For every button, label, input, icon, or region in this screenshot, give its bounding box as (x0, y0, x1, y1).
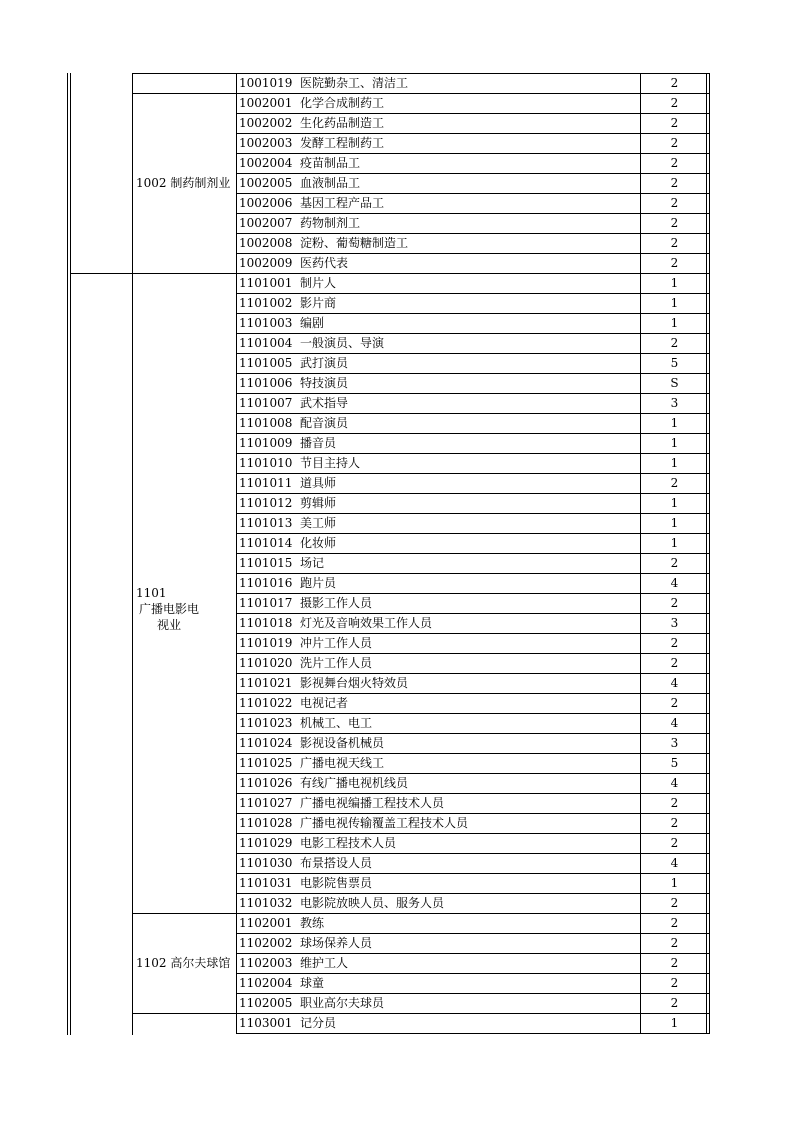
row-divider (236, 573, 710, 574)
row-divider (236, 473, 710, 474)
row-divider (236, 913, 710, 914)
row-divider (236, 1013, 710, 1014)
occupation-code: 1101023 (239, 716, 293, 730)
occupation-name: 电影院放映人员、服务人员 (300, 896, 445, 910)
risk-class: 2 (670, 136, 679, 150)
risk-class: 2 (670, 916, 679, 930)
occupation-name: 化妆师 (300, 536, 337, 550)
risk-class: 2 (670, 696, 679, 710)
occupation-code: 1001019 (239, 76, 293, 90)
risk-class: 2 (670, 656, 679, 670)
occupation-name: 洗片工作人员 (300, 656, 373, 670)
risk-class: 1 (670, 1016, 679, 1030)
risk-class: 2 (670, 196, 679, 210)
occupation-name: 药物制剂工 (300, 216, 361, 230)
occupation-name: 影视设备机械员 (300, 736, 385, 750)
risk-class: 2 (670, 336, 679, 350)
occupation-code: 1101017 (239, 596, 293, 610)
occupation-name: 影片商 (300, 296, 337, 310)
section-divider (132, 913, 237, 914)
section-divider (132, 93, 237, 94)
occupation-code: 1002004 (239, 156, 293, 170)
row-divider (236, 613, 710, 614)
outer-border (706, 73, 707, 1034)
occupation-code: 1101016 (239, 576, 293, 590)
occupation-name: 广播电视传输覆盖工程技术人员 (300, 816, 469, 830)
occupation-name: 美工师 (300, 516, 337, 530)
risk-class: 1 (670, 276, 679, 290)
occupation-name: 武术指导 (300, 396, 349, 410)
row-divider (236, 513, 710, 514)
row-divider (236, 933, 710, 934)
occupation-code: 1101013 (239, 516, 293, 530)
section-divider (132, 273, 237, 274)
occupation-code: 1101006 (239, 376, 293, 390)
occupation-code: 1101031 (239, 876, 293, 890)
risk-class: 4 (670, 776, 679, 790)
risk-class: 1 (670, 876, 679, 890)
occupation-code: 1101012 (239, 496, 293, 510)
occupation-code: 1101003 (239, 316, 293, 330)
row-divider (236, 213, 710, 214)
occupation-name: 影视舞台烟火特效员 (300, 676, 409, 690)
risk-class: 5 (670, 356, 679, 370)
occupation-name: 疫苗制品工 (300, 156, 361, 170)
row-divider (236, 693, 710, 694)
occupation-name: 道具师 (300, 476, 337, 490)
row-divider (236, 233, 710, 234)
risk-class: 1 (670, 416, 679, 430)
risk-class: 1 (670, 316, 679, 330)
occupation-name: 跑片员 (300, 576, 337, 590)
occupation-name: 医药代表 (300, 256, 349, 270)
category-border (132, 73, 133, 1035)
occupation-code: 1101007 (239, 396, 293, 410)
row-divider (236, 973, 710, 974)
section-code: 1002 (136, 176, 167, 190)
occupation-code: 1101015 (239, 556, 293, 570)
outer-border (70, 73, 71, 1035)
row-divider (236, 193, 710, 194)
risk-border (640, 73, 641, 1034)
row-divider (236, 753, 710, 754)
occupation-name: 球童 (300, 976, 325, 990)
occupation-code: 1101010 (239, 456, 293, 470)
outer-border (67, 73, 68, 1035)
section-label (136, 955, 235, 971)
section-label (136, 577, 234, 633)
risk-class: 4 (670, 856, 679, 870)
occupation-code: 1101004 (239, 336, 293, 350)
risk-class: 2 (670, 216, 679, 230)
occupation-code: 1002008 (239, 236, 293, 250)
occupation-name: 电影院售票员 (300, 876, 373, 890)
risk-class: 2 (670, 476, 679, 490)
row-divider (236, 713, 710, 714)
occupation-name: 播音员 (300, 436, 337, 450)
row-divider (236, 853, 710, 854)
occupation-name: 医院勤杂工、清洁工 (300, 76, 409, 90)
occupation-name: 一般演员、导演 (300, 336, 385, 350)
risk-class: 3 (670, 396, 679, 410)
occupation-code: 1101008 (239, 416, 293, 430)
risk-class: 2 (670, 596, 679, 610)
occupation-name: 化学合成制药工 (300, 96, 385, 110)
row-divider (236, 313, 710, 314)
risk-class: 2 (670, 156, 679, 170)
occupation-name: 武打演员 (300, 356, 349, 370)
occupation-code: 1101025 (239, 756, 293, 770)
row-divider (236, 813, 710, 814)
risk-class: S (670, 376, 679, 390)
risk-class: 1 (670, 516, 679, 530)
occupation-name: 发酵工程制药工 (300, 136, 385, 150)
risk-class: 2 (670, 976, 679, 990)
occupation-name: 布景搭设人员 (300, 856, 373, 870)
occupation-name: 制片人 (300, 276, 337, 290)
section-code: 1102 (136, 956, 167, 970)
occupation-code: 1101024 (239, 736, 293, 750)
occupation-code: 1101018 (239, 616, 293, 630)
row-divider (236, 633, 710, 634)
row-divider (236, 953, 710, 954)
occupation-code: 1101009 (239, 436, 293, 450)
occupation-code: 1002005 (239, 176, 293, 190)
risk-class: 1 (670, 456, 679, 470)
risk-class: 3 (670, 616, 679, 630)
occupation-code: 1102005 (239, 996, 293, 1010)
occupation-name: 节目主持人 (300, 456, 361, 470)
outer-border (709, 73, 710, 1034)
risk-class: 1 (670, 436, 679, 450)
occupation-code: 1101021 (239, 676, 293, 690)
occupation-code: 1002006 (239, 196, 293, 210)
row-divider (236, 833, 710, 834)
row-divider (236, 773, 710, 774)
occupation-code: 1002003 (239, 136, 293, 150)
occupation-name: 记分员 (300, 1016, 337, 1030)
occupation-name: 特技演员 (300, 376, 349, 390)
risk-class: 3 (670, 736, 679, 750)
occupation-code: 1101002 (239, 296, 293, 310)
occupation-code: 1101019 (239, 636, 293, 650)
risk-class: 2 (670, 176, 679, 190)
row-divider (236, 733, 710, 734)
occupation-name: 有线广播电视机线员 (300, 776, 409, 790)
occupation-code: 1101027 (239, 796, 293, 810)
occupation-name: 编剧 (300, 316, 325, 330)
row-divider (236, 1033, 710, 1034)
row-divider (236, 253, 710, 254)
occupation-code: 1101028 (239, 816, 293, 830)
row-divider (236, 433, 710, 434)
risk-class: 4 (670, 716, 679, 730)
occupation-code: 1101032 (239, 896, 293, 910)
row-divider (236, 113, 710, 114)
occupation-code: 1102003 (239, 956, 293, 970)
row-divider (236, 173, 710, 174)
row-divider (236, 153, 710, 154)
risk-class: 2 (670, 796, 679, 810)
row-divider (236, 393, 710, 394)
row-divider (236, 293, 710, 294)
row-divider (236, 93, 710, 94)
risk-class: 2 (670, 896, 679, 910)
risk-class: 2 (670, 956, 679, 970)
occupation-code: 1101005 (239, 356, 293, 370)
occupation-code: 1002007 (239, 216, 293, 230)
occupation-code: 1102001 (239, 916, 293, 930)
occupation-code: 1103001 (239, 1016, 293, 1030)
section-label (136, 175, 235, 191)
row-divider (236, 793, 710, 794)
occupation-code: 1002001 (239, 96, 293, 110)
row-divider (236, 993, 710, 994)
occupation-code: 1101026 (239, 776, 293, 790)
occupation-name: 机械工、电工 (300, 716, 373, 730)
occupation-name: 冲片工作人员 (300, 636, 373, 650)
risk-class: 4 (670, 676, 679, 690)
occupation-name: 血液制品工 (300, 176, 361, 190)
risk-class: 5 (670, 756, 679, 770)
risk-class: 2 (670, 116, 679, 130)
occupation-name: 摄影工作人员 (300, 596, 373, 610)
occupation-code: 1102002 (239, 936, 293, 950)
row-divider (236, 353, 710, 354)
row-divider (236, 73, 710, 74)
occupation-name: 球场保养人员 (300, 936, 373, 950)
risk-class: 2 (670, 836, 679, 850)
risk-class: 2 (670, 636, 679, 650)
row-divider (236, 333, 710, 334)
row-divider (236, 453, 710, 454)
category-divider (70, 273, 133, 274)
section-name: 制药制剂业 (170, 176, 231, 190)
occupation-name: 职业高尔夫球员 (300, 996, 385, 1010)
row-divider (236, 673, 710, 674)
row-divider (236, 413, 710, 414)
occupation-code: 1002002 (239, 116, 293, 130)
row-divider (236, 873, 710, 874)
occupation-name: 基因工程产品工 (300, 196, 385, 210)
row-divider (236, 593, 710, 594)
occupation-name: 配音演员 (300, 416, 349, 430)
risk-class: 2 (670, 256, 679, 270)
occupation-code: 1102004 (239, 976, 293, 990)
row-divider (236, 493, 710, 494)
risk-class: 1 (670, 496, 679, 510)
occupation-name: 生化药品制造工 (300, 116, 385, 130)
row-divider (236, 893, 710, 894)
row-divider (236, 133, 710, 134)
occupation-code: 1101020 (239, 656, 293, 670)
row-divider (236, 533, 710, 534)
occupation-code: 1101029 (239, 836, 293, 850)
section-code: 1101 (136, 586, 167, 600)
occupation-name: 电影工程技术人员 (300, 836, 397, 850)
occupation-name: 教练 (300, 916, 325, 930)
occupation-name: 广播电视天线工 (300, 756, 385, 770)
row-divider (236, 273, 710, 274)
row-divider (236, 653, 710, 654)
row-divider (236, 553, 710, 554)
section-divider (132, 73, 237, 74)
occupation-code: 1101001 (239, 276, 293, 290)
occupation-code: 1101022 (239, 696, 293, 710)
risk-class: 2 (670, 76, 679, 90)
occupation-name: 淀粉、葡萄糖制造工 (300, 236, 409, 250)
occupation-code: 1101030 (239, 856, 293, 870)
row-divider (236, 373, 710, 374)
occupation-name: 广播电视编播工程技术人员 (300, 796, 445, 810)
section-divider (132, 1013, 237, 1014)
risk-class: 4 (670, 576, 679, 590)
group-border (236, 73, 237, 1034)
risk-class: 2 (670, 556, 679, 570)
occupation-name: 电视记者 (300, 696, 349, 710)
occupation-code: 1002009 (239, 256, 293, 270)
risk-class: 1 (670, 536, 679, 550)
occupation-name: 灯光及音响效果工作人员 (300, 616, 433, 630)
risk-class: 2 (670, 236, 679, 250)
occupation-code: 1101014 (239, 536, 293, 550)
risk-class: 1 (670, 296, 679, 310)
risk-class: 2 (670, 816, 679, 830)
occupation-name: 场记 (300, 556, 325, 570)
occupation-name: 剪辑师 (300, 496, 337, 510)
risk-class: 2 (670, 936, 679, 950)
occupation-code: 1101011 (239, 476, 293, 490)
occupation-name: 维护工人 (300, 956, 349, 970)
section-name: 广播电影电视业 (138, 602, 199, 632)
risk-class: 2 (670, 996, 679, 1010)
risk-class: 2 (670, 96, 679, 110)
section-name: 高尔夫球馆 (170, 956, 231, 970)
